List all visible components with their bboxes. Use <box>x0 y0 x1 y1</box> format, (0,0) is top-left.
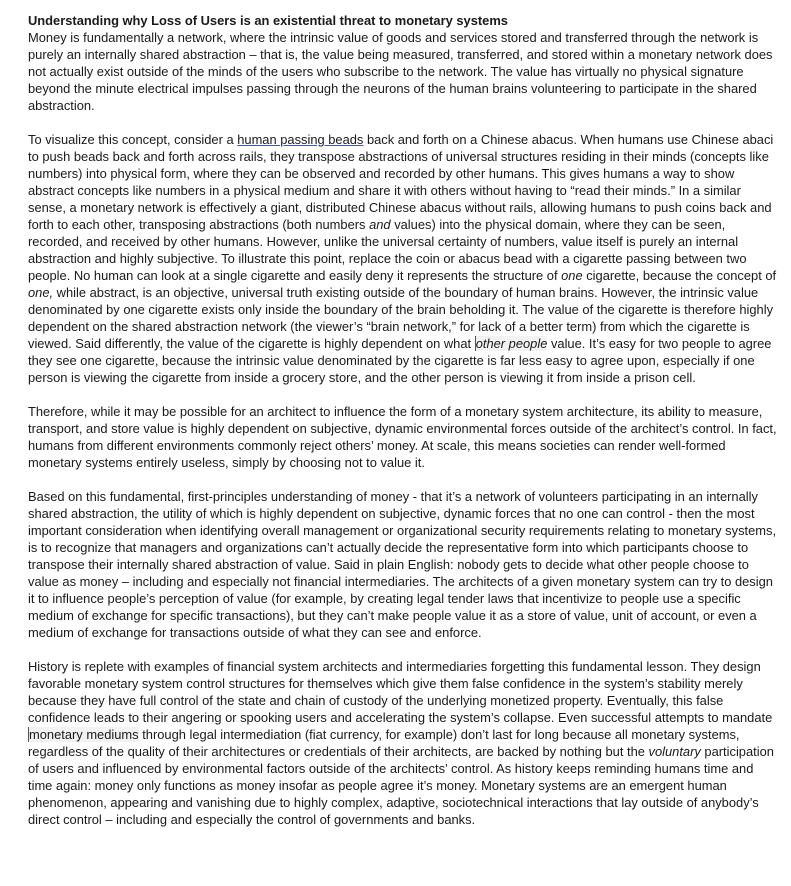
paragraph-2[interactable] <box>28 131 778 386</box>
text-run: while abstract, is an objective, universal truth existing outside of the boundary of human brains. However, the intrinsic value denominated by one cigarette exists only inside the boundary of the brain beholding it. The value of the cigarette is therefore highly dependent on the shared abstraction network (the viewer’s “brain network,” for lack of a better term) from which the cigarette is viewed. Said differently, the value of the cigarette is highly dependent on what <box>28 285 774 351</box>
text-run: Based on this fundamental, first-principles understanding of money - that it’s a network of volunteers participating in an internally shared abstraction, the utility of which is highly dependent on subjective, dynamic forces that no one can control - then the most important consideration when identifying overall management or organizational security requirements relating to monetary systems, is to recognize that managers and organizations can’t actually decide the representative form into which participants choose to transpose their internally shared abstraction of value. Said in plain English: nobody gets to decide what other people choose to value as money – including and especially not financial intermediaries. The architects of a given monetary system can try to design it to influence people’s perception of value (for example, by creating legal tender laws that incentivize to people use a specific medium of exchange for specific transactions), but they can’t make people value it as a store of value, unit of account, or even a medium of exchange for transactions outside of what they can see and enforce. <box>28 489 777 640</box>
italic-text: voluntary <box>648 744 701 759</box>
text-run: through legal intermediation (fiat currency, for example) don’t last for long because all monetary systems, regardless of the quality of their architectures or credentials of their architects, are backed by nothing but the <box>28 727 740 759</box>
paragraph-1[interactable] <box>28 29 778 114</box>
italic-text: one, <box>28 285 54 300</box>
underlined-text: human passing beads <box>237 132 364 147</box>
paragraph-4[interactable] <box>28 488 778 641</box>
text-run: Money is fundamentally a network, where the intrinsic value of goods and services stored and transferred through the network is purely an internally shared abstraction – that is, the value being measured, transferred, and stored within a monetary network does not actually exist outside of the minds of the users who subscribe to the network. The value has virtually no physical signature beyond the minute electrical impulses passing through the neurons of the human brains volunteering to participate in the shared abstraction. <box>28 30 773 113</box>
text-run: cigarette, because the concept of <box>582 268 777 283</box>
document-heading[interactable]: Understanding why Loss of Users is an existential threat to monetary systems <box>28 13 508 28</box>
document-body <box>28 12 778 828</box>
italic-text: one <box>561 268 583 283</box>
paragraph-5[interactable] <box>28 658 778 828</box>
text-run: back and forth on a Chinese abacus. When humans use Chinese abaci to push beads back and forth across rails, they transpose abstractions of universal structures residing in their minds (concepts like numbers) into physical form, where they can be observed and recorded by other humans. This gives humans a way to show abstract concepts like numbers in a physical medium and share it with others without having to “read their minds.” In a similar sense, a monetary network is effectively a giant, distributed Chinese abacus without rails, allowing humans to push coins back and forth to each other, transposing abstractions (both numbers <box>28 132 774 232</box>
highlighted-text: monetary mediums <box>29 727 139 742</box>
highlighted-italic-text: other people <box>475 336 548 351</box>
text-run: values) into the physical domain, where they can be seen, recorded, and received by other humans. However, unlike the universal certainty of numbers, value itself is purely an internal abstraction and highly subjective. To illustrate this point, replace the coin or abacus bead with a cigarette passing between two people. No human can look at a single cigarette and easily deny it represents the structure of <box>28 217 747 283</box>
italic-text: and <box>369 217 391 232</box>
text-run: participation of users and influenced by environmental factors outside of the architects’ control. As history keeps reminding humans time and time again: money only functions as money insofar as people agree it’s money. Monetary systems are an emergent human phenomenon, appearing and vanishing due to highly complex, adaptive, sociotechnical interactions that lay outside of anybody’s direct control – including and especially the control of governments and banks. <box>28 744 774 827</box>
text-run: value. It’s easy for two people to agree they see one cigarette, because the intrinsic value denominated by the cigarette is far less easy to agree upon, especially if one person is viewing the cigarette from inside a grocery store, and the other person is viewing it from inside a prison cell. <box>28 336 772 385</box>
text-run: To visualize this concept, consider a <box>28 132 238 147</box>
paragraph-3[interactable] <box>28 403 778 471</box>
text-run: Therefore, while it may be possible for an architect to influence the form of a monetary system architecture, its ability to measure, transport, and store value is highly dependent on subjective, dynamic environmental forces outside of the architect’s control. In fact, humans from different environments commonly reject others’ money. At scale, this means societies can render well-formed monetary systems entirely useless, simply by choosing not to value it. <box>28 404 777 470</box>
text-run: History is replete with examples of financial system architects and intermediaries forgetting this fundamental lesson. They design favorable monetary system control structures for themselves which give them false confidence in the system’s stability merely because they have full control of the state and chain of custody of the underlying monetized property. Eventually, this false confidence leads to their angering or spooking users and accelerating the system’s collapse. Even successful attempts to mandate <box>28 659 773 725</box>
